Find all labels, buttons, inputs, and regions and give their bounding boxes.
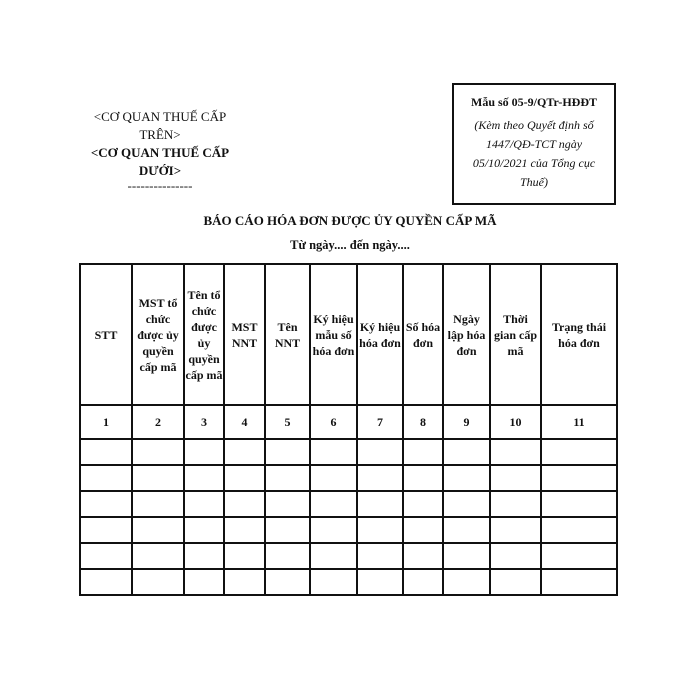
table-cell xyxy=(357,543,403,569)
superior-agency: <CƠ QUAN THUẾ CẤP TRÊN> xyxy=(93,109,227,142)
table-cell xyxy=(357,491,403,517)
table-cell xyxy=(403,491,443,517)
header-cell: STT xyxy=(80,264,132,405)
table-cell xyxy=(310,491,357,517)
header-cell: Thời gian cấp mã xyxy=(490,264,541,405)
form-note: (Kèm theo Quyết định số 1447/QĐ-TCT ngày 05/10/2021 của Tổng cục Thuế) xyxy=(472,118,596,189)
table-row xyxy=(80,543,617,569)
table-cell xyxy=(443,569,490,595)
subordinate-agency: <CƠ QUAN THUẾ CẤP DƯỚI> xyxy=(90,145,230,178)
table-cell xyxy=(541,491,617,517)
table-cell xyxy=(265,491,310,517)
header-row xyxy=(80,264,617,405)
table-cell xyxy=(490,465,541,491)
table-cell xyxy=(184,491,224,517)
report-period: Từ ngày.... đến ngày.... xyxy=(290,238,410,252)
table-cell xyxy=(310,465,357,491)
report-title: BÁO CÁO HÓA ĐƠN ĐƯỢC ỦY QUYỀN CẤP MÃ xyxy=(203,213,497,228)
table-cell xyxy=(403,569,443,595)
table-cell xyxy=(132,465,184,491)
header-cell: Ký hiệu hóa đơn xyxy=(357,264,403,405)
table-cell xyxy=(403,439,443,465)
table-cell xyxy=(132,517,184,543)
agency-divider: --------------- xyxy=(127,178,193,193)
header-cell: Tên NNT xyxy=(265,264,310,405)
column-number-cell: 2 xyxy=(132,405,184,439)
column-number-cell: 10 xyxy=(490,405,541,439)
table-cell xyxy=(184,439,224,465)
table-row xyxy=(80,465,617,491)
table-cell xyxy=(80,543,132,569)
table-row xyxy=(80,439,617,465)
header-cell: MST tổ chức được ủy quyền cấp mã xyxy=(132,264,184,405)
table-cell xyxy=(184,569,224,595)
table-cell xyxy=(80,491,132,517)
table-cell xyxy=(132,439,184,465)
table-cell xyxy=(443,465,490,491)
table-cell xyxy=(310,569,357,595)
table-cell xyxy=(490,517,541,543)
table-cell xyxy=(224,491,265,517)
table-cell xyxy=(265,439,310,465)
column-number-cell: 5 xyxy=(265,405,310,439)
table-cell xyxy=(403,465,443,491)
table-cell xyxy=(443,491,490,517)
table-cell xyxy=(224,465,265,491)
table-cell xyxy=(80,439,132,465)
table-cell xyxy=(224,439,265,465)
table-cell xyxy=(80,569,132,595)
table-cell xyxy=(184,465,224,491)
table-row xyxy=(80,517,617,543)
table-cell xyxy=(224,569,265,595)
table-cell xyxy=(357,517,403,543)
table-cell xyxy=(80,517,132,543)
table-cell xyxy=(490,439,541,465)
column-number-cell: 7 xyxy=(357,405,403,439)
column-number-cell: 8 xyxy=(403,405,443,439)
table-cell xyxy=(357,465,403,491)
table-cell xyxy=(310,543,357,569)
table-cell xyxy=(541,543,617,569)
table-cell xyxy=(541,517,617,543)
table-cell xyxy=(490,491,541,517)
table-cell xyxy=(490,543,541,569)
table-cell xyxy=(132,543,184,569)
column-number-cell: 4 xyxy=(224,405,265,439)
invoice-report-table xyxy=(79,263,618,596)
table-cell xyxy=(357,439,403,465)
header-cell: Trạng thái hóa đơn xyxy=(541,264,617,405)
table-cell xyxy=(403,517,443,543)
header-cell: Tên tổ chức được ủy quyền cấp mã xyxy=(184,264,224,405)
table-cell xyxy=(265,543,310,569)
agency-block xyxy=(80,108,240,192)
column-number-cell: 11 xyxy=(541,405,617,439)
table-cell xyxy=(265,517,310,543)
table-cell xyxy=(357,569,403,595)
column-number-cell: 9 xyxy=(443,405,490,439)
table-cell xyxy=(224,517,265,543)
table-cell xyxy=(541,465,617,491)
table-cell xyxy=(184,517,224,543)
column-number-cell: 6 xyxy=(310,405,357,439)
form-code: Mẫu số 05-9/QTr-HĐĐT xyxy=(471,95,597,109)
table-cell xyxy=(132,491,184,517)
table-cell xyxy=(265,569,310,595)
table-cell xyxy=(541,439,617,465)
form-code-box xyxy=(452,83,616,205)
table-cell xyxy=(443,543,490,569)
header-cell: Số hóa đơn xyxy=(403,264,443,405)
table-cell xyxy=(403,543,443,569)
column-number-cell: 3 xyxy=(184,405,224,439)
table-cell xyxy=(265,465,310,491)
column-number-row xyxy=(80,405,617,439)
header-cell: Ngày lập hóa đơn xyxy=(443,264,490,405)
table-cell xyxy=(310,439,357,465)
table-cell xyxy=(132,569,184,595)
table-cell xyxy=(490,569,541,595)
header-cell: Ký hiệu mẫu số hóa đơn xyxy=(310,264,357,405)
table-cell xyxy=(80,465,132,491)
table-cell xyxy=(184,543,224,569)
column-number-cell: 1 xyxy=(80,405,132,439)
table-cell xyxy=(443,517,490,543)
table-cell xyxy=(310,517,357,543)
table-cell xyxy=(224,543,265,569)
table-row xyxy=(80,491,617,517)
header-cell: MST NNT xyxy=(224,264,265,405)
table-cell xyxy=(541,569,617,595)
table-row xyxy=(80,569,617,595)
table-cell xyxy=(443,439,490,465)
